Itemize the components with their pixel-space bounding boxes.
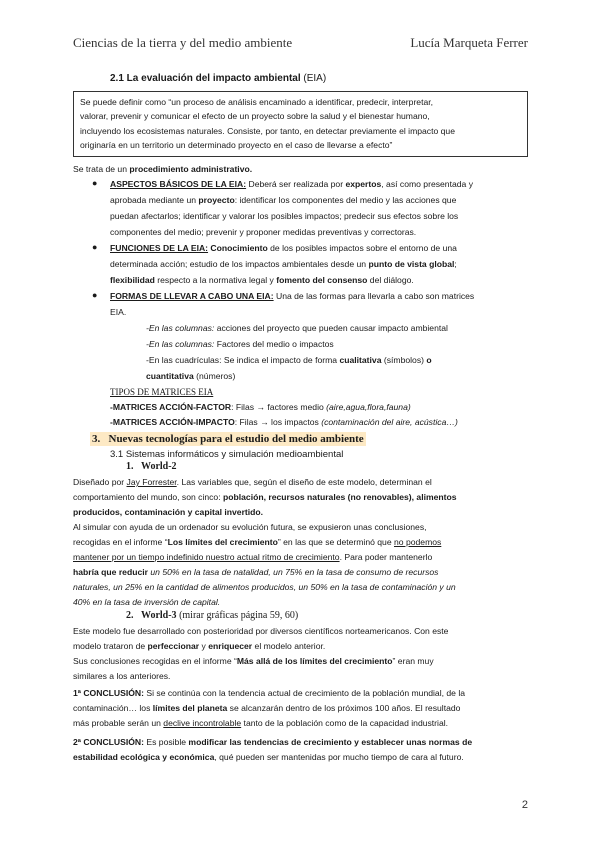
world3-para-line-2: modelo trataron de perfeccionar y enriquecer el modelo anterior.: [73, 641, 326, 651]
formas-line-1: FORMAS DE LLEVAR A CABO UNA EIA: Una de las formas para llevarla a cabo son matrices: [110, 291, 475, 301]
page-number: 2: [521, 799, 528, 811]
simulacion-line-3: mantener por un tiempo indefinido nuestro actual ritmo de crecimiento. Para poder mantenerlo: [73, 552, 433, 562]
world-2-heading: 1. World-2: [126, 461, 177, 472]
cuadriculas-line: -En las cuadrículas: Se indica el impacto de forma cualitativa (símbolos) o: [146, 355, 432, 365]
bullet-icon: ●: [92, 290, 98, 300]
funciones-line-1: FUNCIONES DE LA EIA: Conocimiento de los posibles impactos sobre el entorno de una: [110, 243, 457, 253]
simulacion-line-6: 40% en la tasa de inversión de capital.: [73, 597, 221, 607]
simulacion-line-1: Al simular con ayuda de un ordenador su evolución futura, se expusieron unas conclusiones,: [73, 522, 427, 532]
conclusion-1-line-1: 1ª CONCLUSIÓN: Si se continúa con la tendencia actual de crecimiento de la población mundial, de la: [73, 688, 466, 698]
aspectos-line-2: aprobada mediante un proyecto: identificar los componentes del medio y las acciones que: [110, 195, 457, 205]
formas-line-2: EIA.: [110, 307, 127, 317]
aspectos-line-4: componentes del medio; prevenir y proponer medidas preventivas y correctoras.: [110, 227, 417, 237]
world2-para-line-3: producidos, contaminación y capital invertido.: [73, 507, 264, 517]
section-3-heading: 3. Nuevas tecnologías para el estudio del medio ambiente: [92, 433, 364, 445]
course-title: Ciencias de la tierra y del medio ambiente: [73, 35, 293, 50]
section-3-1-heading: 3.1 Sistemas informáticos y simulación medioambiental: [110, 449, 344, 460]
columnas-line: -En las columnas: acciones del proyecto que pueden causar impacto ambiental: [146, 323, 448, 333]
procedure-line: Se trata de un procedimiento administrativo.: [73, 164, 253, 174]
bullet-icon: ●: [92, 178, 98, 188]
matriz-accion-impacto: -MATRICES ACCIÓN-IMPACTO: Filas → los impactos (contaminación del aire, acústica…): [110, 417, 458, 427]
definition-line: valorar, prevenir y comunicar el efecto de un proyecto sobre la salud y el bienestar humano,: [80, 111, 430, 122]
definition-line: incluyendo los ecosistemas naturales. Consiste, por tanto, en detectar previamente el impacto que: [80, 125, 455, 136]
definition-box: [73, 91, 528, 157]
section-2-1-heading: 2.1 La evaluación del impacto ambiental (EIA): [110, 73, 327, 84]
cuadriculas-line-2: cuantitativa (números): [146, 371, 236, 381]
world3-para-line-1: Este modelo fue desarrollado con posterioridad por diversos científicos norteamericanos. Con este: [73, 626, 449, 636]
conclusiones-line-1: Sus conclusiones recogidas en el informe “Más allá de los límites del crecimiento” eran muy: [73, 656, 434, 666]
simulacion-line-4: habría que reducir un 50% en la tasa de natalidad, un 75% en la tasa de consumo de recursos: [73, 567, 439, 577]
matriz-accion-factor: -MATRICES ACCIÓN-FACTOR: Filas → factores medio (aire,agua,flora,fauna): [110, 402, 411, 412]
conclusiones-line-2: similares a los anteriores.: [73, 671, 171, 681]
conclusion-1-line-2: contaminación… los límites del planeta se alcanzarán dentro de los próximos 100 años. El resultado: [73, 703, 461, 713]
funciones-line-3: flexibilidad respecto a la normativa legal y fomento del consenso del diálogo.: [110, 275, 414, 285]
world2-para-line-2: comportamiento del mundo, son cinco: población, recursos naturales (no renovables), alimentos: [73, 492, 457, 502]
world-3-heading: 2. World-3 (mirar gráficas página 59, 60): [126, 610, 299, 621]
definition-line: Se puede definir como “un proceso de análisis encaminado a identificar, predecir, interpretar,: [80, 97, 434, 107]
conclusion-2-line-2: estabilidad ecológica y económica, qué pueden ser mantenidas por mucho tiempo de cara al futuro.: [73, 752, 464, 762]
tipos-matrices-heading: TIPOS DE MATRICES EIA: [110, 387, 214, 397]
world2-para-line-1: Diseñado por Jay Forrester. Las variables que, según el diseño de este modelo, determinan el: [73, 477, 432, 487]
page-header: [73, 36, 528, 56]
simulacion-line-2: recogidas en el informe “Los límites del crecimiento” en las que se determinó que no podemos: [73, 537, 442, 547]
author-name: Lucía Marqueta Ferrer: [410, 35, 528, 50]
funciones-line-2: determinada acción; estudio de los impactos ambientales desde un punto de vista global;: [110, 259, 457, 269]
aspectos-line-1: ASPECTOS BÁSICOS DE LA EIA: Deberá ser realizada por expertos, así como presentada y: [110, 179, 473, 189]
simulacion-line-5: naturales, un 25% en la cantidad de alimentos producidos, un 50% en la tasa de contaminación y un: [73, 582, 456, 592]
conclusion-1-line-3: más probable serán un declive incontrolable tanto de la población como de la capacidad industrial.: [73, 718, 449, 728]
bullet-icon: ●: [92, 242, 98, 252]
aspectos-line-3: puedan afectarlos; identificar y valorar los posibles impactos; predecir sus efectos sobre los: [110, 211, 459, 221]
columnas-line-2: -En las columnas: Factores del medio o impactos: [146, 339, 334, 349]
definition-line: originaría en un territorio un determinado proyecto en el caso de llevarse a efecto”: [80, 140, 393, 151]
conclusion-2-line-1: 2ª CONCLUSIÓN: Es posible modificar las tendencias de crecimiento y establecer unas normas de: [73, 737, 473, 747]
